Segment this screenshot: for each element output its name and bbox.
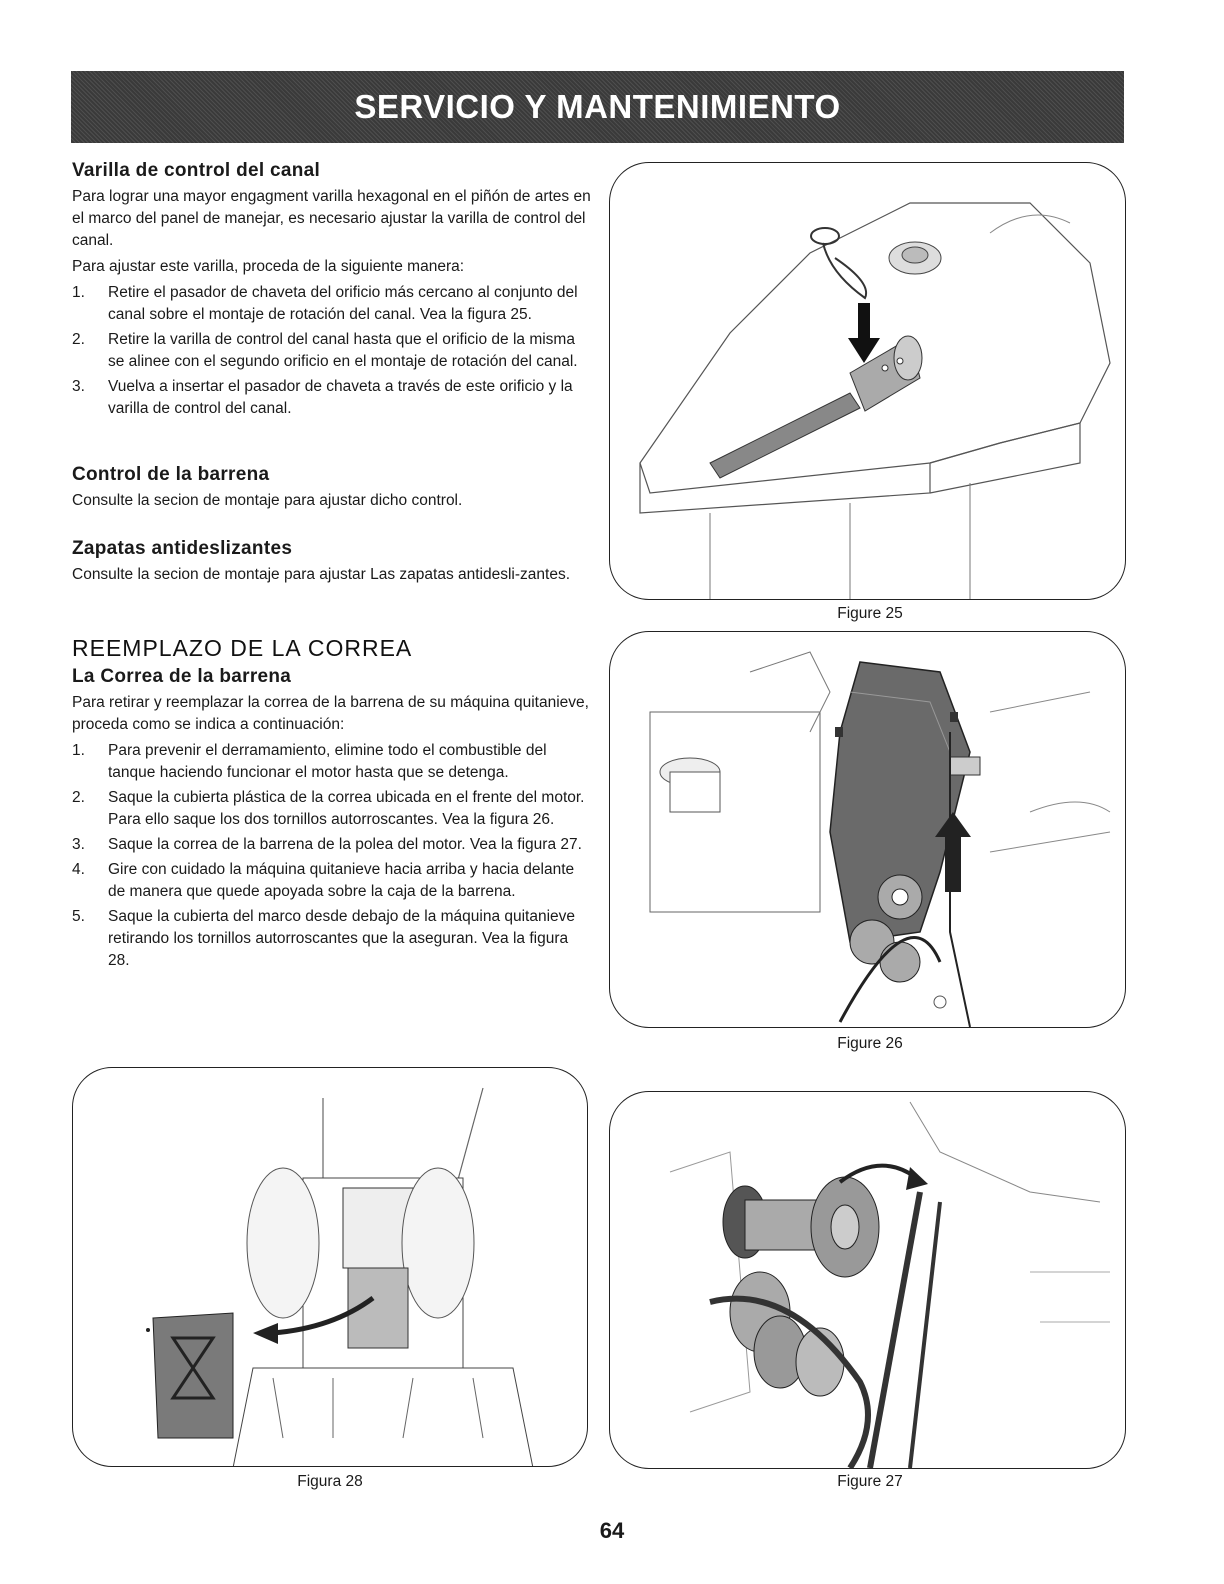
belt-replacement-section bbox=[72, 635, 592, 975]
belt-cover-drawing bbox=[610, 632, 1125, 1027]
skid-shoes-section bbox=[72, 538, 592, 586]
chute-rod-heading: Varilla de control del canal bbox=[72, 160, 321, 181]
figure-26-illustration bbox=[609, 631, 1126, 1028]
auger-belt-heading: La Correa de la barrena bbox=[72, 666, 292, 687]
figure-25-caption: Figure 25 bbox=[837, 605, 903, 622]
figure-28-illustration bbox=[72, 1067, 588, 1467]
list-item: 5. Saque la cubierta del marco desde debajo de la máquina quitanieve retirando los tornillos autorroscantes que la aseguran. Vea la figura 28. bbox=[72, 908, 576, 969]
belt-replacement-title: REEMPLAZO DE LA CORREA bbox=[72, 635, 413, 661]
auger-control-heading: Control de la barrena bbox=[72, 464, 270, 485]
skid-shoes-heading: Zapatas antideslizantes bbox=[72, 538, 293, 559]
list-item: 3. Vuelva a insertar el pasador de chaveta a través de este orificio y la varilla de control del canal. bbox=[72, 378, 573, 417]
figure-26-caption: Figure 26 bbox=[837, 1035, 903, 1052]
auger-belt-drawing bbox=[610, 1092, 1125, 1468]
banner-title: SERVICIO Y MANTENIMIENTO bbox=[354, 88, 841, 125]
auger-control-section bbox=[72, 464, 592, 512]
chute-rod-para2: Para ajustar este varilla, proceda de la siguiente manera: bbox=[72, 258, 465, 275]
list-item: 2. Saque la cubierta plástica de la correa ubicada en el frente del motor. Para ello saque los dos tornillos autorroscantes. Vea la figura 26. bbox=[72, 789, 585, 828]
figure-27-caption: Figure 27 bbox=[837, 1473, 903, 1490]
chute-rod-steps bbox=[72, 282, 592, 420]
figure-28-caption: Figura 28 bbox=[297, 1473, 363, 1490]
skid-shoes-para: Consulte la secion de montaje para ajustar Las zapatas antidesli-zantes. bbox=[72, 566, 571, 583]
figure-27-illustration bbox=[609, 1091, 1126, 1469]
list-item: 3. Saque la correa de la barrena de la polea del motor. Vea la figura 27. bbox=[72, 836, 582, 853]
list-item: 1. Para prevenir el derramamiento, elimine todo el combustible del tanque haciendo funcionar el motor hasta que se detenga. bbox=[72, 742, 547, 781]
list-item: 2. Retire la varilla de control del canal hasta que el orificio de la misma se alinee con el segundo orificio en el montaje de rotación del canal. bbox=[72, 331, 578, 370]
auger-control-para: Consulte la secion de montaje para ajustar dicho control. bbox=[72, 492, 463, 509]
list-item: 4. Gire con cuidado la máquina quitanieve hacia arriba y hacia delante de manera que quede apoyada sobre la caja de la barrena. bbox=[72, 861, 575, 900]
chute-rod-drawing bbox=[610, 163, 1125, 599]
chute-rod-section bbox=[72, 160, 592, 423]
frame-cover-drawing bbox=[73, 1068, 587, 1466]
auger-belt-steps bbox=[72, 740, 592, 972]
auger-belt-para: Para retirar y reemplazar la correa de la barrena de su máquina quitanieve, proceda como se indica a continuación: bbox=[72, 694, 589, 733]
chute-rod-para1: Para lograr una mayor engagment varilla hexagonal en el piñón de artes en el marco del panel de manejar, es necesario ajustar la varilla de control del canal. bbox=[72, 188, 591, 249]
list-item: 1. Retire el pasador de chaveta del orificio más cercano al conjunto del canal sobre el montaje de rotación del canal. Vea la figura 25. bbox=[72, 284, 578, 323]
figure-25-illustration bbox=[609, 162, 1126, 600]
page-number: 64 bbox=[599, 1518, 625, 1543]
section-banner bbox=[71, 71, 1124, 143]
